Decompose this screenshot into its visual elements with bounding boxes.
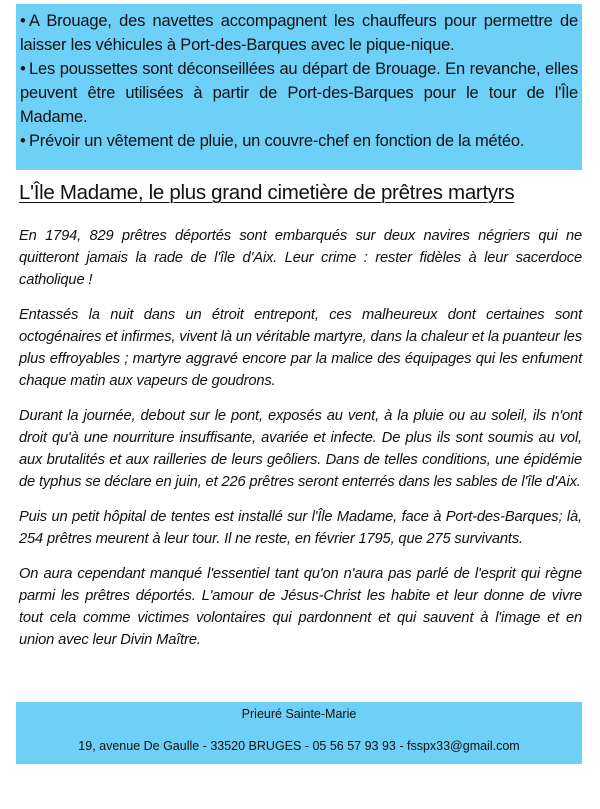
article-paragraph: Entassés la nuit dans un étroit entrepont, ces malheureux dont certaines sont octogénaires et infirmes, vivent là un véritable martyre, dans la chaleur et la puanteur les plus effroyables ; martyre aggravé encore par la malice des équipages qui les enfument chaque matin aux vapeurs de goudrons. [19,307,582,389]
bullet-icon: • [20,60,26,78]
footer-contact-address: 19, avenue De Gaulle - 33520 BRUGES - 05 56 57 93 93 - fsspx33@gmail.com [78,739,520,753]
info-bullet-text: Prévoir un vêtement de pluie, un couvre-chef en fonction de la météo. [29,132,525,150]
footer-organization-name: Prieuré Sainte-Marie [241,707,357,721]
info-box [16,4,582,170]
section-title: L'Île Madame, le plus grand cimetière de prêtres martyrs [19,181,515,204]
info-bullet [20,129,578,153]
article-body [19,225,582,664]
article-paragraph: Puis un petit hôpital de tentes est installé sur l'Île Madame, face à Port-des-Barques; là, 254 prêtres meurent à leur tour. Il ne reste, en février 1795, que 275 survivants. [19,509,582,547]
bullet-icon: • [20,12,26,30]
article-paragraph: En 1794, 829 prêtres déportés sont embarqués sur deux navires négriers qui ne quitteront jamais la rade de l'île d'Aix. Leur crime : rester fidèles à leur sacerdoce catholique ! [19,228,582,288]
info-bullet-text: Les poussettes sont déconseillées au départ de Brouage. En revanche, elles peuvent être utilisées à partir de Port-des-Barques pour le tour de l'Île Madame. [20,60,578,126]
article-paragraph: Durant la journée, debout sur le pont, exposés au vent, à la pluie ou au soleil, ils n'ont droit qu'à une nourriture insuffisante, avariée et infecte. De plus ils sont soumis au vol, aux brutalités et aux railleries de leurs geôliers. Dans de telles conditions, une épidémie de typhus se déclare en juin, et 226 prêtres seront enterrés dans les sables de l'île d'Aix. [19,408,582,490]
article-paragraph: On aura cependant manqué l'essentiel tant qu'on n'aura pas parlé de l'esprit qui règne parmi les prêtres déportés. L'amour de Jésus-Christ les habite et leur donne de vivre tout cela comme victimes volontaires qui pardonnent et qui sauvent à l'image et en union avec leur Divin Maître. [19,566,582,648]
info-bullet-text: A Brouage, des navettes accompagnent les chauffeurs pour permettre de laisser les véhicules à Port-des-Barques avec le pique-nique. [20,12,578,54]
info-bullet [20,9,578,57]
bullet-icon: • [20,132,26,150]
footer-box [16,702,582,764]
info-bullet [20,57,578,129]
